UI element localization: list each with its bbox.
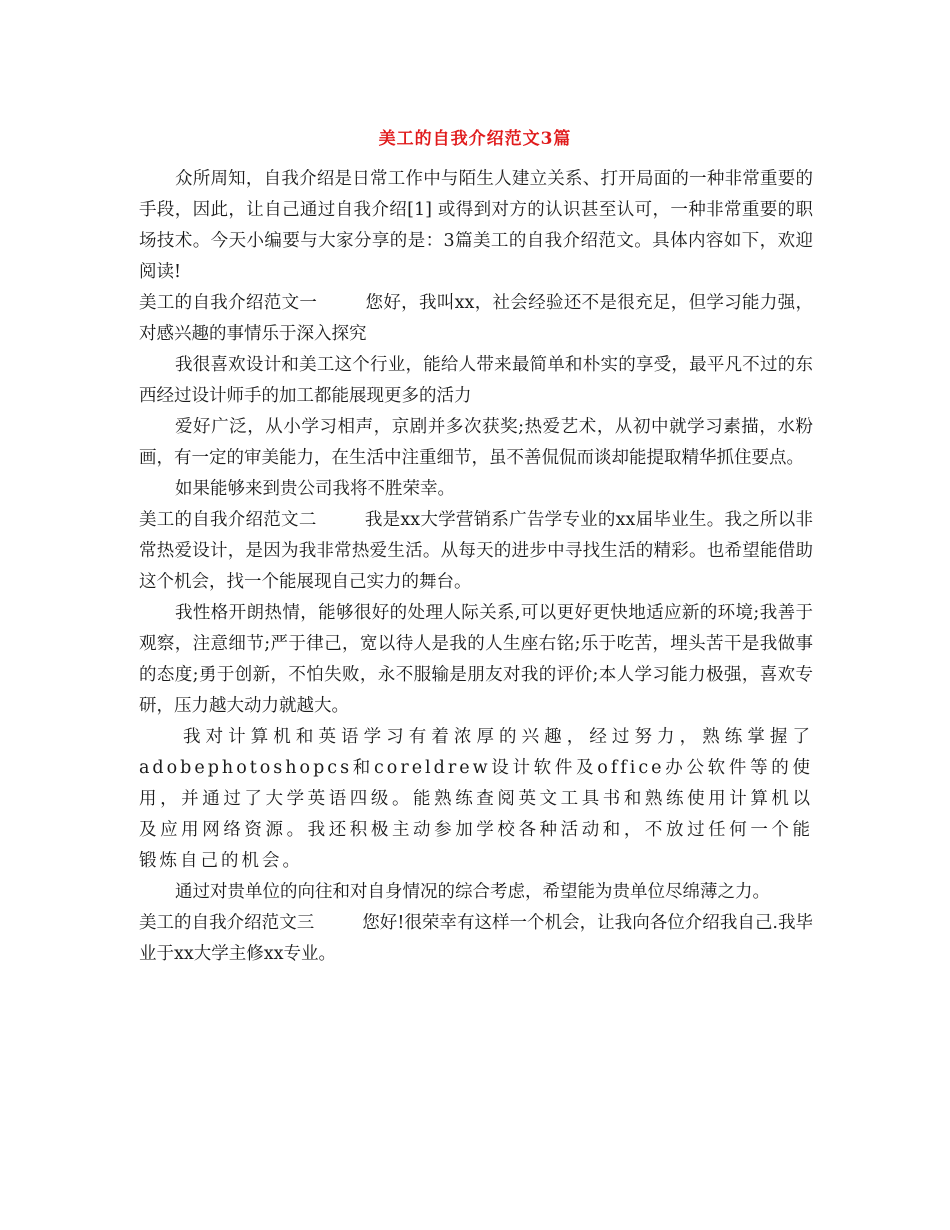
section-1-paragraph-2: 我很喜欢设计和美工这个行业，能给人带来最简单和朴实的享受，最平凡不过的东西经过设计师手的加工都能展现更多的活力 (139, 355, 813, 406)
section-1-paragraph-3: 爱好广泛，从小学习相声，京剧并多次获奖;热爱艺术，从初中就学习素描，水粉画，有一定的审美能力，在生活中注重细节，虽不善侃侃而谈却能提取精华抓住要点。 (139, 417, 813, 468)
section-2-paragraph-2: 我性格开朗热情，能够很好的处理人际关系,可以更好更快地适应新的环境;我善于观察，注意细节;严于律己，宽以待人是我的人生座右铭;乐于吃苦，埋头苦干是我做事的态度;勇于创新，不怕失败，永不服输是朋友对我的评价;本人学习能力极强，喜欢专研，压力越大动力就越大。 (139, 603, 813, 716)
section-1-paragraph-4: 如果能够来到贵公司我将不胜荣幸。 (175, 479, 455, 499)
section-2-paragraph-3: 我对计算机和英语学习有着浓厚的兴趣，经过努力，熟练掌握了adobephotoshopcs和coreldrew设计软件及office办公软件等的使用，并通过了大学英语四级。能熟练查阅英文工具书和熟练使用计算机以及应用网络资源。我还积极主动参加学校各种活动和，不放过任何一个能锻炼自己的机会。 (139, 727, 813, 871)
intro-paragraph: 众所周知，自我介绍是日常工作中与陌生人建立关系、打开局面的一种非常重要的手段，因此，让自己通过自我介绍[1] 或得到对方的认识甚至认可，一种非常重要的职场技术。今天小编要与大家分享的是：3篇美工的自我介绍范文。具体内容如下，欢迎阅读! (139, 169, 813, 282)
section-1-heading: 美工的自我介绍范文一 (139, 293, 318, 313)
section-2-paragraph (139, 505, 813, 598)
section-1-paragraph (139, 288, 813, 350)
section-1-lead: 您好，我叫xx，社会经验还不是很充足，但学习能力强，对感兴趣的事情乐于深入探究 (139, 293, 813, 344)
document-title: 美工的自我介绍范文3篇 (378, 129, 572, 149)
section-2-lead: 我是xx大学营销系广告学专业的xx届毕业生。我之所以非常热爱设计，是因为我非常热爱生活。从每天的进步中寻找生活的精彩。也希望能借助这个机会，找一个能展现自己实力的舞台。 (139, 510, 813, 592)
section-3-paragraph (139, 908, 813, 970)
document-body (139, 164, 813, 970)
section-2-paragraph-4: 通过对贵单位的向往和对自身情况的综合考虑，希望能为贵单位尽绵薄之力。 (175, 882, 770, 902)
section-3-heading: 美工的自我介绍范文三 (139, 913, 315, 933)
section-3-lead: 您好!很荣幸有这样一个机会，让我向各位介绍我自己.我毕业于xx大学主修xx专业。 (139, 913, 814, 964)
section-2-heading: 美工的自我介绍范文二 (139, 510, 317, 530)
